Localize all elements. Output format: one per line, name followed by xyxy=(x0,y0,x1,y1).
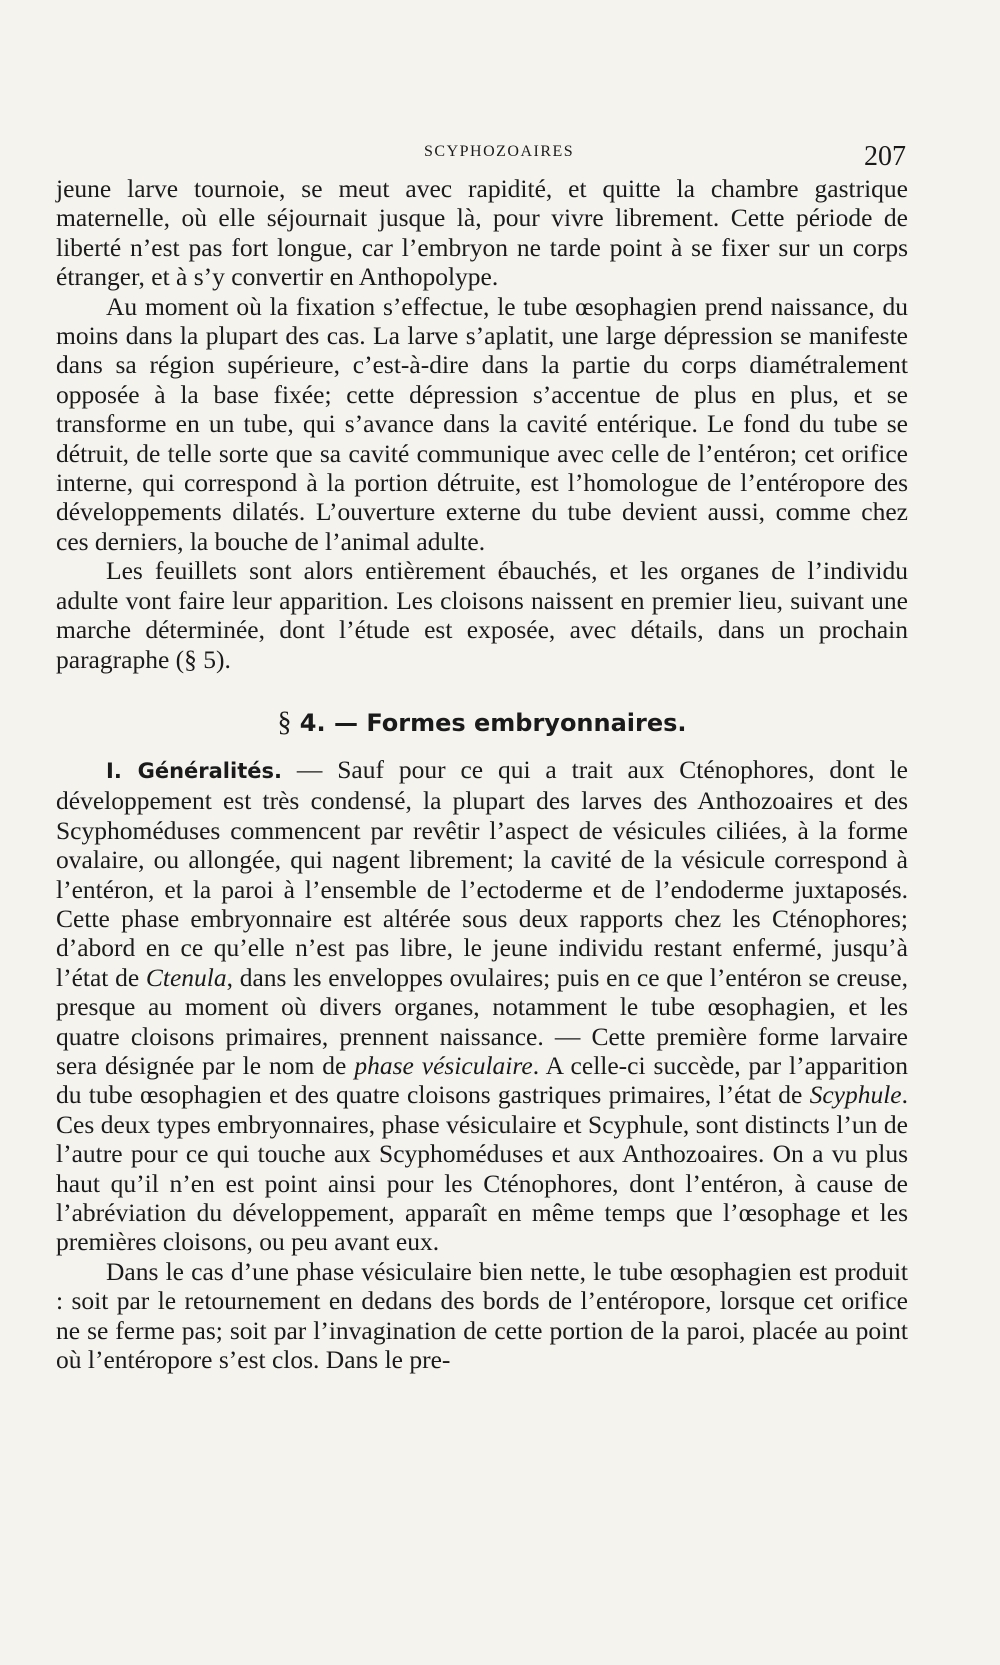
paragraph-tube-oesophagien: Dans le cas d’une phase vésiculaire bien nette, le tube œsophagien est produit : soit par le retournement en dedans des bords de l’entéropore, lorsque cet orifice ne se ferme pas; soit par l’invagination de cette portion de la paroi, placée au point où l’entéropore s’est clos. Dans le pre- xyxy=(56,1256,908,1375)
running-header xyxy=(0,141,1000,173)
generalites-text-c: . A celle-ci succède, par l’apparition du tube œsophagien et des quatre cloisons gastriques primaires, l’état de xyxy=(56,1050,908,1110)
body-text xyxy=(56,174,908,1374)
running-title: SCYPHOZOAIRES xyxy=(424,143,575,160)
section-heading xyxy=(56,708,908,738)
term-phase-vesiculaire: phase vésiculaire xyxy=(354,1050,533,1080)
paragraph-generalites xyxy=(56,755,908,1257)
paragraph-feuillets: Les feuillets sont alors entièrement ébauchés, et les organes de l’individu adulte vont faire leur apparition. Les cloisons naissent en premier lieu, suivant une marche déterminée, dont l’étude est exposée, avec détails, dans un prochain paragraphe (§ 5). xyxy=(56,556,908,674)
term-scyphule: Scyphule xyxy=(809,1080,902,1110)
paragraph-continued: jeune larve tournoie, se meut avec rapidité, et quitte la chambre gastrique maternelle, où elle séjournait jusque là, pour vivre librement. Cette période de liberté n’est pas fort longue, car l’embryon ne tarde point à se fixer sur un corps étranger, et à s’y convertir en Anthopolype. xyxy=(56,174,908,292)
generalites-text-d: . Ces deux types embryonnaires, phase vésiculaire et Scyphule, sont distincts l’un de l’autre pour ce qui touche aux Scyphoméduses et aux Anthozoaires. On a vu plus haut qu’il n’en est point ainsi pour les Cténophores, dont l’entéron, à cause de l’abréviation du développement, apparaît en même temps que l’œsophage et les premières cloisons, ou peu avant eux. xyxy=(56,1080,908,1257)
section-heading-text: 4. — Formes embryonnaires. xyxy=(299,708,687,737)
generalites-text-b: , dans les enveloppes ovulaires; puis en ce que l’entéron se creuse, presque au moment où divers organes, notamment le tube œsophagien, et les quatre cloisons primaires, prennent naissance. — Cette première forme larvaire sera désignée par le nom de xyxy=(56,962,908,1080)
section-mark: § xyxy=(277,706,292,738)
term-ctenula: Ctenula xyxy=(145,962,227,992)
subsection-label: I. Généralités. xyxy=(106,758,282,783)
generalites-text-a: — Sauf pour ce qui a trait aux Cténophores, dont le développement est très condensé, la plupart des larves des Anthozoaires et des Scyphoméduses commencent par revêtir l’aspect de vésicules ciliées, à la forme ovalaire, ou allongée, qui nagent librement; la cavité de la vésicule correspond à l’entéron, et la paroi à l’ensemble de l’ectoderme et de l’endoderme juxtaposés. Cette phase embryonnaire est altérée sous deux rapports chez les Cténophores; d’abord en ce qu’elle n’est pas libre, le jeune individu restant enfermé, jusqu’à l’état de xyxy=(56,754,908,992)
paragraph-fixation: Au moment où la fixation s’effectue, le tube œsophagien prend naissance, du moins dans la plupart des cas. La larve s’aplatit, une large dépression se manifeste dans sa région supérieure, c’est-à-dire dans la partie du corps diamétralement opposée à la base fixée; cette dépression s’accentue de plus en plus, et se transforme en un tube, qui s’avance dans la cavité entérique. Le fond du tube se détruit, de telle sorte que sa cavité communique avec celle de l’entéron; cet orifice interne, qui correspond à la portion détruite, est l’homologue de l’entéropore des développements dilatés. L’ouverture externe du tube devient aussi, comme chez ces derniers, la bouche de l’animal adulte. xyxy=(56,291,908,556)
page-number: 207 xyxy=(864,141,906,172)
